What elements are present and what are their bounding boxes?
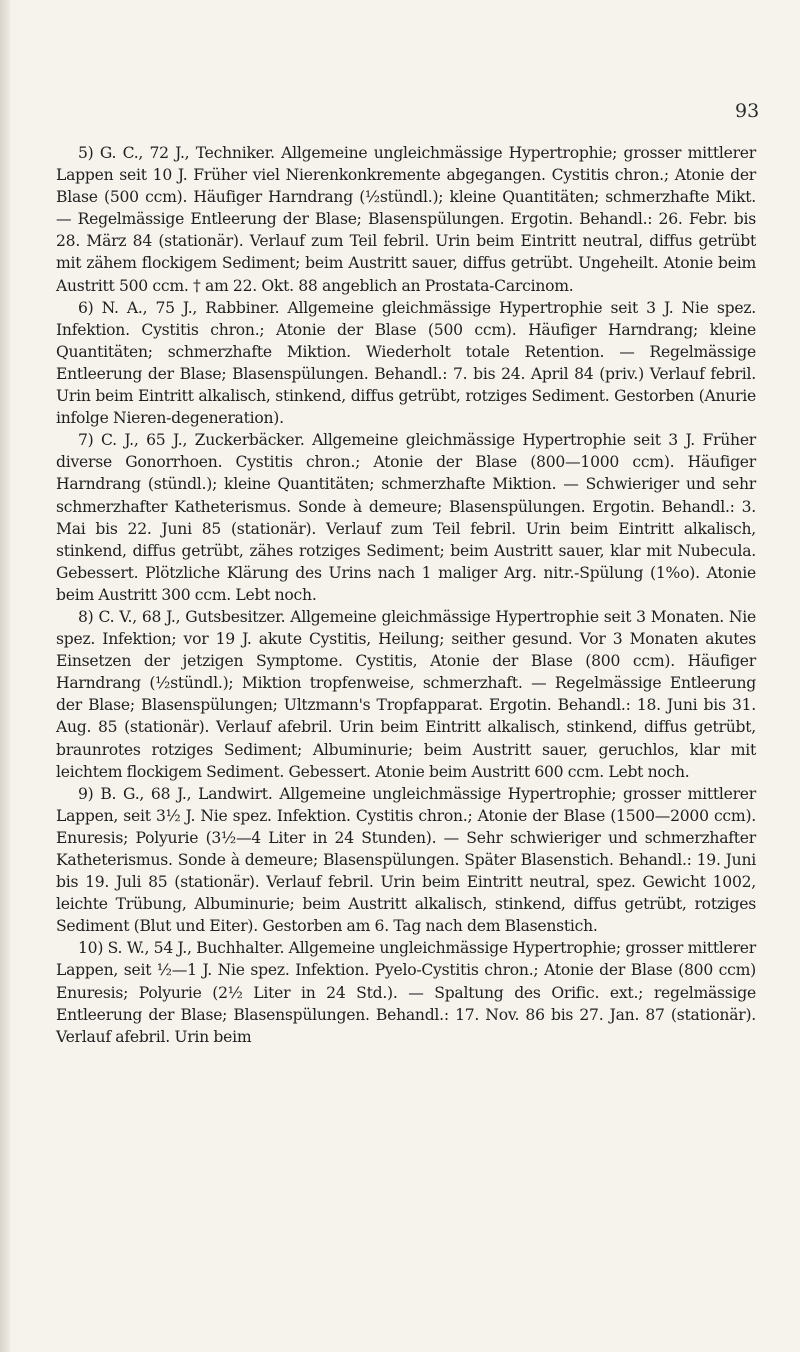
- case-7-paragraph: 7) C. J., 65 J., Zuckerbäcker. Allgemeine gleichmässige Hypertrophie seit 3 J. Früher diverse Gonorrhoen. Cystitis chron.; Atonie der Blase (800—1000 ccm). Häufiger Harndrang (stündl.); kleine Quantitäten; schmerzhafte Miktion. — Schwieriger und sehr schmerzhafter Katheterismus. Sonde à demeure; Blasenspülungen. Ergotin. Behandl.: 3. Mai bis 22. Juni 85 (stationär). Verlauf zum Teil febril. Urin beim Eintritt alkalisch, stinkend, diffus getrübt, zähes rotziges Sediment; beim Austritt sauer, klar mit Nubecula. Gebessert. Plötzliche Klärung des Urins nach 1 maliger Arg. nitr.-Spülung (1%o). Atonie beim Austritt 300 ccm. Lebt noch.: [56, 431, 756, 604]
- page-number: 93: [735, 100, 760, 122]
- case-5-paragraph: 5) G. C., 72 J., Techniker. Allgemeine ungleichmässige Hypertrophie; grosser mittlerer Lappen seit 10 J. Früher viel Nierenkonkremente abgegangen. Cystitis chron.; Atonie der Blase (500 ccm). Häufiger Harndrang (½stündl.); kleine Quantitäten; schmerzhafte Mikt. — Regelmässige Entleerung der Blase; Blasenspülungen. Ergotin. Behandl.: 26. Febr. bis 28. März 84 (stationär). Verlauf zum Teil febril. Urin beim Eintritt neutral, diffus getrübt mit zähem flockigem Sediment; beim Austritt sauer, diffus getrübt. Ungeheilt. Atonie beim Austritt 500 ccm. † am 22. Okt. 88 angeblich an Prostata-Carcinom.: [56, 144, 756, 295]
- case-9-paragraph: 9) B. G., 68 J., Landwirt. Allgemeine ungleichmässige Hypertrophie; grosser mittlerer Lappen, seit 3½ J. Nie spez. Infektion. Cystitis chron.; Atonie der Blase (1500—2000 ccm). Enuresis; Polyurie (3½—4 Liter in 24 Stunden). — Sehr schwieriger und schmerzhafter Katheterismus. Sonde à demeure; Blasenspülungen. Später Blasenstich. Behandl.: 19. Juni bis 19. Juli 85 (stationär). Verlauf febril. Urin beim Eintritt neutral, spez. Gewicht 1002, leichte Trübung, Albuminurie; beim Austritt alkalisch, stinkend, diffus getrübt, rotziges Sediment (Blut und Eiter). Gestorben am 6. Tag nach dem Blasenstich.: [56, 784, 756, 936]
- case-8-paragraph: 8) C. V., 68 J., Gutsbesitzer. Allgemeine gleichmässige Hypertrophie seit 3 Monaten. Nie spez. Infektion; vor 19 J. akute Cystitis, Heilung; seither gesund. Vor 3 Monaten akutes Einsetzen der jetzigen Symptome. Cystitis, Atonie der Blase (800 ccm). Häufiger Harndrang (½stündl.); Miktion tropfenweise, schmerzhaft. — Regelmässige Entleerung der Blase; Blasenspülungen; Ultzmann's Tropfapparat. Ergotin. Behandl.: 18. Juni bis 31. Aug. 85 (stationär). Verlauf afebril. Urin beim Eintritt alkalisch, stinkend, diffus getrübt, braunrotes rotziges Sediment; Albuminurie; beim Austritt sauer, geruchlos, klar mit leichtem flockigem Sediment. Gebessert. Atonie beim Austritt 600 ccm. Lebt noch.: [56, 607, 756, 781]
- case-10-paragraph: 10) S. W., 54 J., Buchhalter. Allgemeine ungleichmässige Hypertrophie; grosser mittlerer Lappen, seit ½—1 J. Nie spez. Infektion. Pyelo-Cystitis chron.; Atonie der Blase (800 ccm) Enuresis; Polyurie (2½ Liter in 24 Std.). — Spaltung des Orific. ext.; regelmässige Entleerung der Blase; Blasenspülungen. Behandl.: 17. Nov. 86 bis 27. Jan. 87 (stationär). Verlauf afebril. Urin beim: [56, 939, 756, 1046]
- case-6-paragraph: 6) N. A., 75 J., Rabbiner. Allgemeine gleichmässige Hypertrophie seit 3 J. Nie spez. Infektion. Cystitis chron.; Atonie der Blase (500 ccm). Häufiger Harndrang; kleine Quantitäten; schmerzhafte Miktion. Wiederholt totale Retention. — Regelmässige Entleerung der Blase; Blasenspülungen. Behandl.: 7. bis 24. April 84 (priv.) Verlauf febril. Urin beim Eintritt alkalisch, stinkend, diffus getrübt, rotziges Sediment. Gestorben (Anurie infolge Nieren-degeneration).: [56, 298, 756, 428]
- body-text: [56, 142, 756, 1048]
- binding-edge: [0, 0, 10, 1352]
